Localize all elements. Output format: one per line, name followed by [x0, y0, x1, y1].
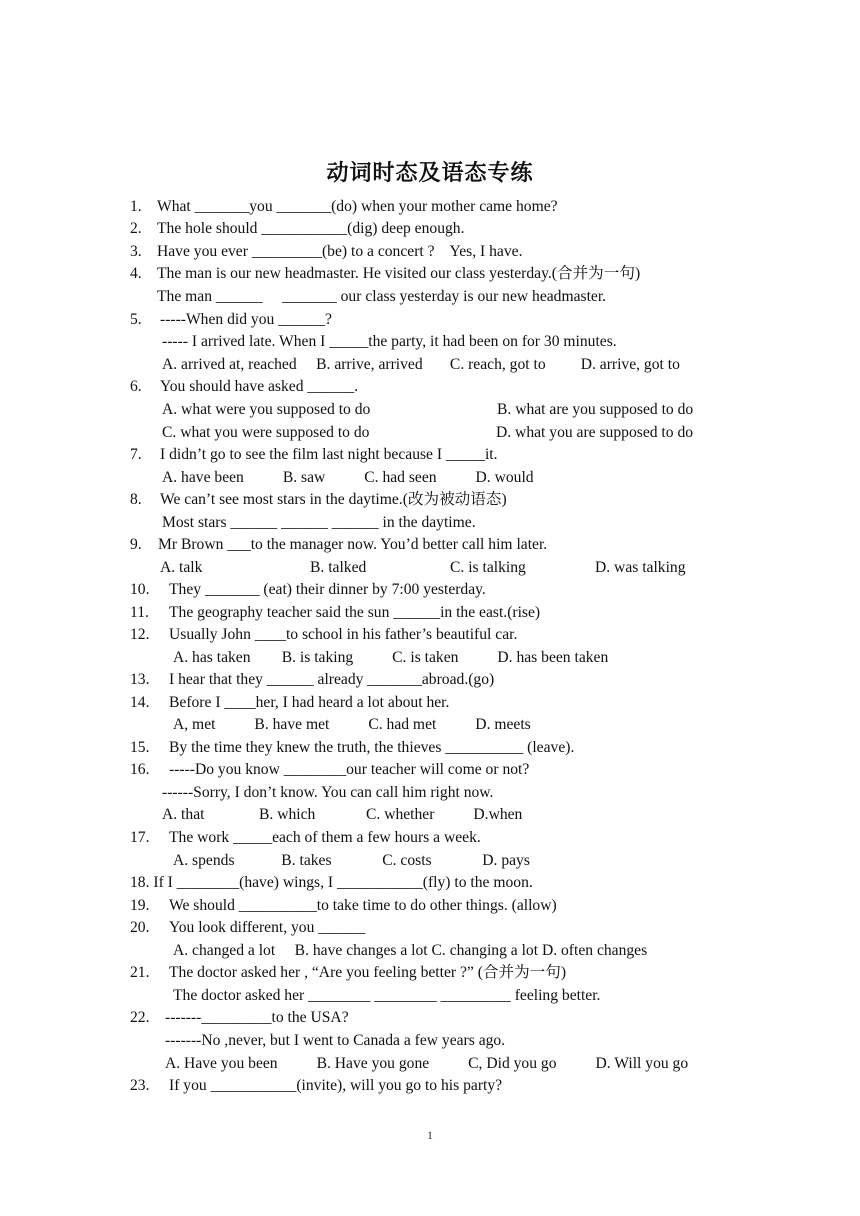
question-number: 3. [130, 243, 142, 260]
question-text: I didn’t go to see the film last night because I _____it. [160, 446, 498, 463]
answer-line: The doctor asked her ________ ________ _________ feeling better. [173, 987, 601, 1004]
dialogue-line: ----- I arrived late. When I _____the party, it had been on for 30 minutes. [162, 333, 617, 350]
question-text: If you ___________(invite), will you go to his party? [169, 1077, 503, 1094]
question-text: The hole should ___________(dig) deep enough. [157, 220, 465, 237]
question-number: 14. [130, 694, 150, 711]
question-number: 23. [130, 1077, 150, 1094]
question-number: 16. [130, 761, 150, 778]
question-text: They _______ (eat) their dinner by 7:00 yesterday. [169, 581, 486, 598]
question-text: Before I ____her, I had heard a lot about her. [169, 694, 450, 711]
question-text: You look different, you ______ [169, 919, 366, 936]
question-number: 21. [130, 964, 150, 981]
question-number: 5. [130, 311, 142, 328]
question-number: 22. [130, 1009, 150, 1026]
question-text: -------_________to the USA? [165, 1009, 349, 1026]
answer-line: The man ______ _______ our class yesterday is our new headmaster. [157, 288, 607, 305]
option-d: D. what you are supposed to do [496, 424, 694, 441]
question-text: By the time they knew the truth, the thieves __________ (leave). [169, 739, 575, 756]
question-number: 4. [130, 265, 142, 282]
question-text: The man is our new headmaster. He visited our class yesterday.(合并为一句) [157, 265, 641, 282]
question-number: 6. [130, 378, 142, 395]
question-number: 9. [130, 536, 142, 553]
question-number: 13. [130, 671, 150, 688]
question-number: 12. [130, 626, 150, 643]
option-a: A. what were you supposed to do [162, 401, 371, 418]
question-number: 15. [130, 739, 150, 756]
options-line: A, met B. have met C. had met D. meets [173, 716, 531, 733]
options-line: A. spends B. takes C. costs D. pays [173, 852, 530, 869]
question-text: -----Do you know ________our teacher will come or not? [169, 761, 530, 778]
dialogue-line: -------No ,never, but I went to Canada a few years ago. [165, 1032, 506, 1049]
question-text: We can’t see most stars in the daytime.(改为被动语态) [160, 491, 507, 508]
question-number: 7. [130, 446, 142, 463]
options-line: A. changed a lot B. have changes a lot C. changing a lot D. often changes [173, 942, 648, 959]
options-line: A. has taken B. is taking C. is taken D. has been taken [173, 649, 609, 666]
option-c: C. what you were supposed to do [162, 424, 370, 441]
page-number: 1 [427, 1128, 433, 1142]
option-b: B. what are you supposed to do [497, 401, 694, 418]
options-line: A. that B. which C. whether D.when [162, 806, 523, 823]
question-number: 2. [130, 220, 142, 237]
page-title: 动词时态及语态专练 [326, 161, 534, 186]
option-c: C. is talking [450, 559, 526, 576]
options-line: A. have been B. saw C. had seen D. would [162, 469, 534, 486]
question-text: You should have asked ______. [160, 378, 359, 395]
options-line: A. arrived at, reached B. arrive, arrived C. reach, got to D. arrive, got to [162, 356, 680, 373]
question-number: 17. [130, 829, 150, 846]
question-text: 18. If I ________(have) wings, I ___________(fly) to the moon. [130, 874, 533, 891]
question-text: Have you ever _________(be) to a concert ? Yes, I have. [157, 243, 523, 260]
question-text: -----When did you ______? [160, 311, 332, 328]
question-number: 20. [130, 919, 150, 936]
question-number: 19. [130, 897, 150, 914]
question-number: 10. [130, 581, 150, 598]
question-text: Usually John ____to school in his father’s beautiful car. [169, 626, 518, 643]
question-number: 1. [130, 198, 142, 215]
question-text: The doctor asked her , “Are you feeling better ?” (合并为一句) [169, 964, 567, 981]
option-b: B. talked [310, 559, 367, 576]
question-text: The work _____each of them a few hours a week. [169, 829, 481, 846]
question-text: I hear that they ______ already _______abroad.(go) [169, 671, 495, 688]
question-text: We should __________to take time to do other things. (allow) [169, 897, 557, 914]
options-line: A. Have you been B. Have you gone C, Did you go D. Will you go [165, 1055, 689, 1072]
answer-line: Most stars ______ ______ ______ in the daytime. [162, 514, 476, 531]
option-d: D. was talking [595, 559, 686, 576]
question-number: 11. [130, 604, 149, 621]
option-a: A. talk [160, 559, 203, 576]
question-text: Mr Brown ___to the manager now. You’d better call him later. [158, 536, 548, 553]
question-text: The geography teacher said the sun ______in the east.(rise) [169, 604, 541, 621]
dialogue-line: ------Sorry, I don’t know. You can call him right now. [162, 784, 494, 801]
question-number: 8. [130, 491, 142, 508]
question-text: What _______you _______(do) when your mother came home? [157, 198, 558, 215]
